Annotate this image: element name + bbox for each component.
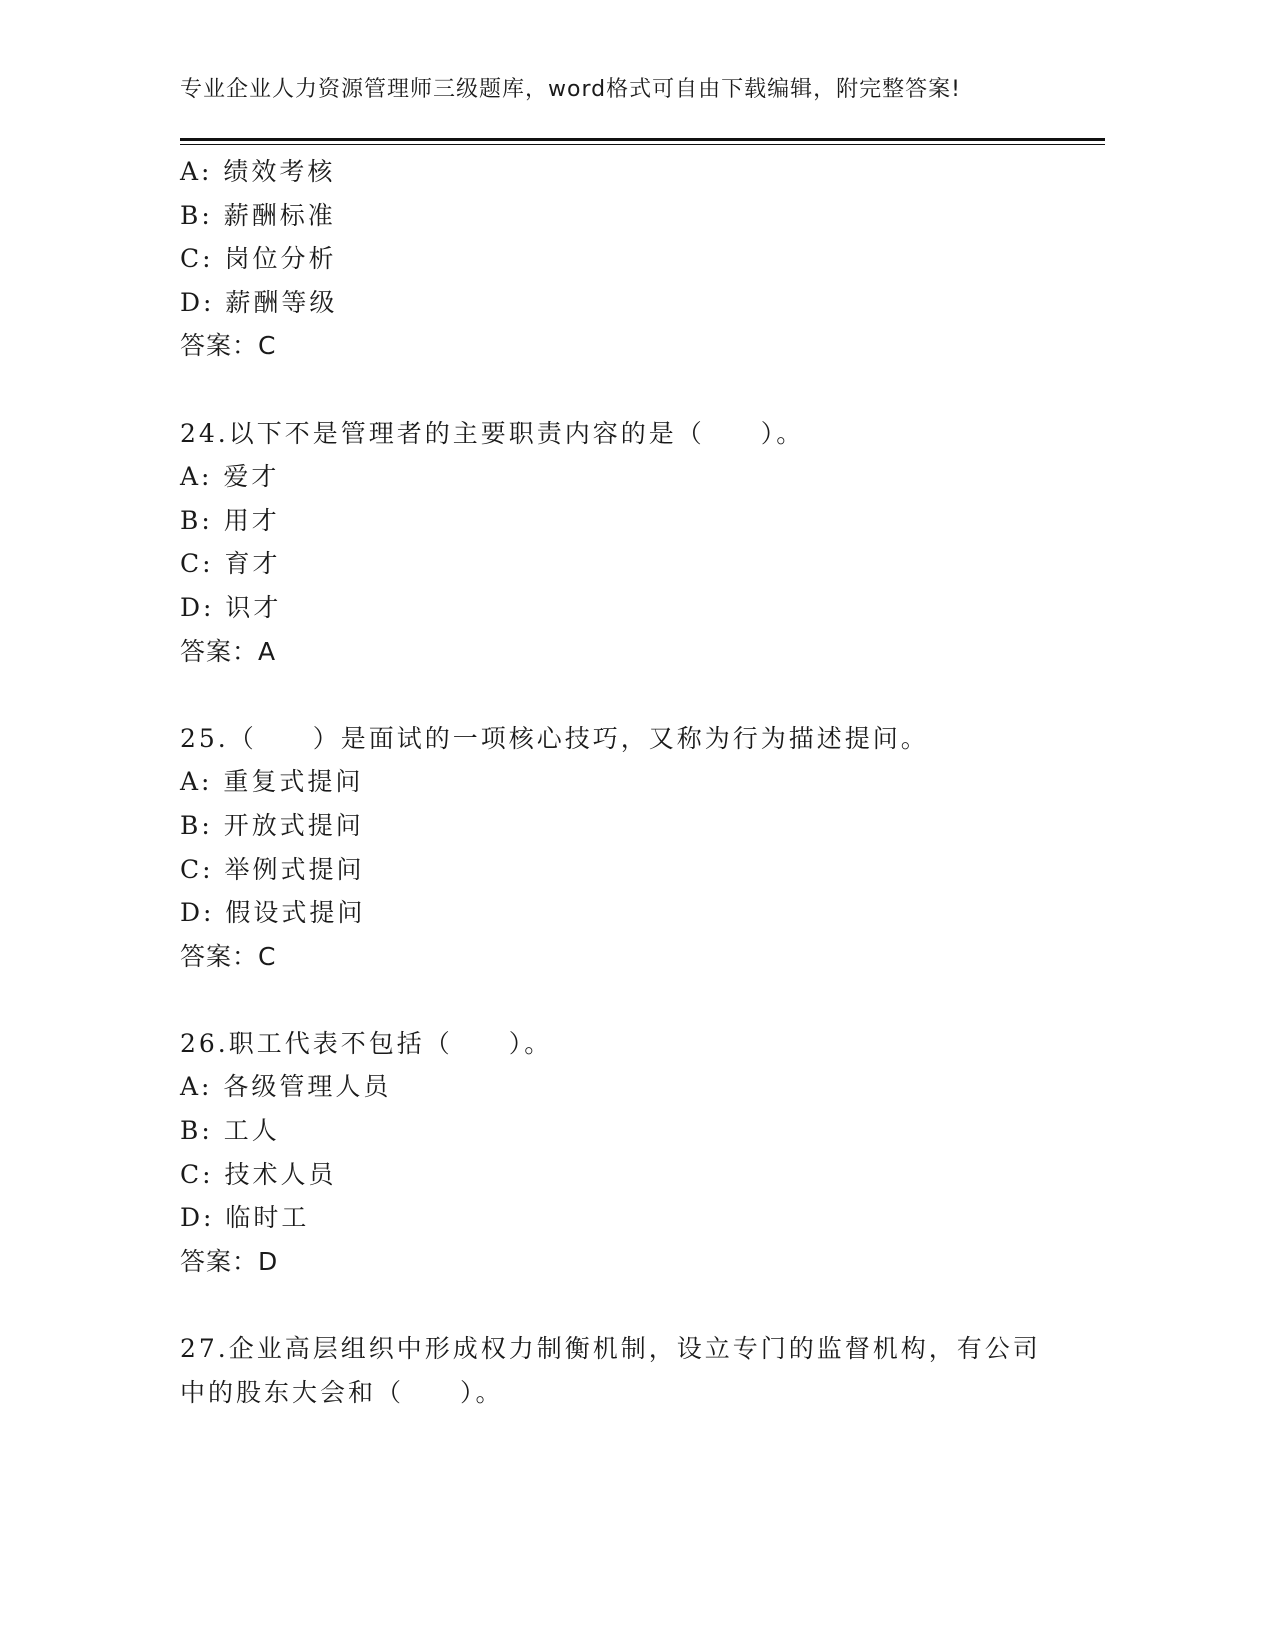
question-text: 25.（ ）是面试的一项核心技巧，又称为行为描述提问。 (180, 723, 929, 753)
question-text: 26.职工代表不包括（ ）。 (180, 1028, 553, 1058)
spacer (180, 1283, 1110, 1327)
option-d: D: 假设式提问 (180, 898, 366, 928)
option-c: C: 育才 (180, 549, 281, 579)
option-b: B: 工人 (180, 1116, 280, 1146)
option-c: C: 技术人员 (180, 1159, 337, 1189)
question-block (180, 150, 1110, 368)
option-b: B: 用才 (180, 505, 280, 535)
answer-line: 答案：D (180, 1246, 279, 1276)
option-c: C: 举例式提问 (180, 854, 365, 884)
question-text: 24.以下不是管理者的主要职责内容的是（ ）。 (180, 418, 805, 448)
answer-line: 答案：A (180, 636, 277, 666)
page-header: 专业企业人力资源管理师三级题库，word格式可自由下载编辑，附完整答案! (180, 77, 961, 102)
option-b: B: 开放式提问 (180, 810, 364, 840)
header-rule-thin (180, 144, 1105, 145)
question-block (180, 717, 1110, 979)
answer-line: 答案：C (180, 331, 277, 361)
question-text-line-1: 27.企业高层组织中形成权力制衡机制，设立专门的监督机构，有公司 (180, 1334, 1041, 1364)
question-block (180, 1022, 1110, 1284)
option-a: A: 各级管理人员 (180, 1072, 392, 1102)
option-a: A: 爱才 (180, 462, 280, 492)
question-text-line-2: 中的股东大会和（ ）。 (180, 1377, 504, 1407)
question-list (180, 150, 1110, 1414)
spacer (180, 673, 1110, 717)
answer-line: 答案：C (180, 941, 277, 971)
spacer (180, 368, 1110, 412)
header-rule-thick (180, 138, 1105, 141)
option-a: A: 重复式提问 (180, 767, 364, 797)
option-d: D: 薪酬等级 (180, 287, 338, 317)
question-block (180, 412, 1110, 674)
option-d: D: 临时工 (180, 1203, 310, 1233)
option-a: A: 绩效考核 (180, 157, 336, 186)
option-b: B: 薪酬标准 (180, 200, 336, 230)
spacer (180, 978, 1110, 1022)
option-c: C: 岗位分析 (180, 244, 337, 274)
question-block (180, 1327, 1110, 1414)
option-d: D: 识才 (180, 592, 282, 622)
